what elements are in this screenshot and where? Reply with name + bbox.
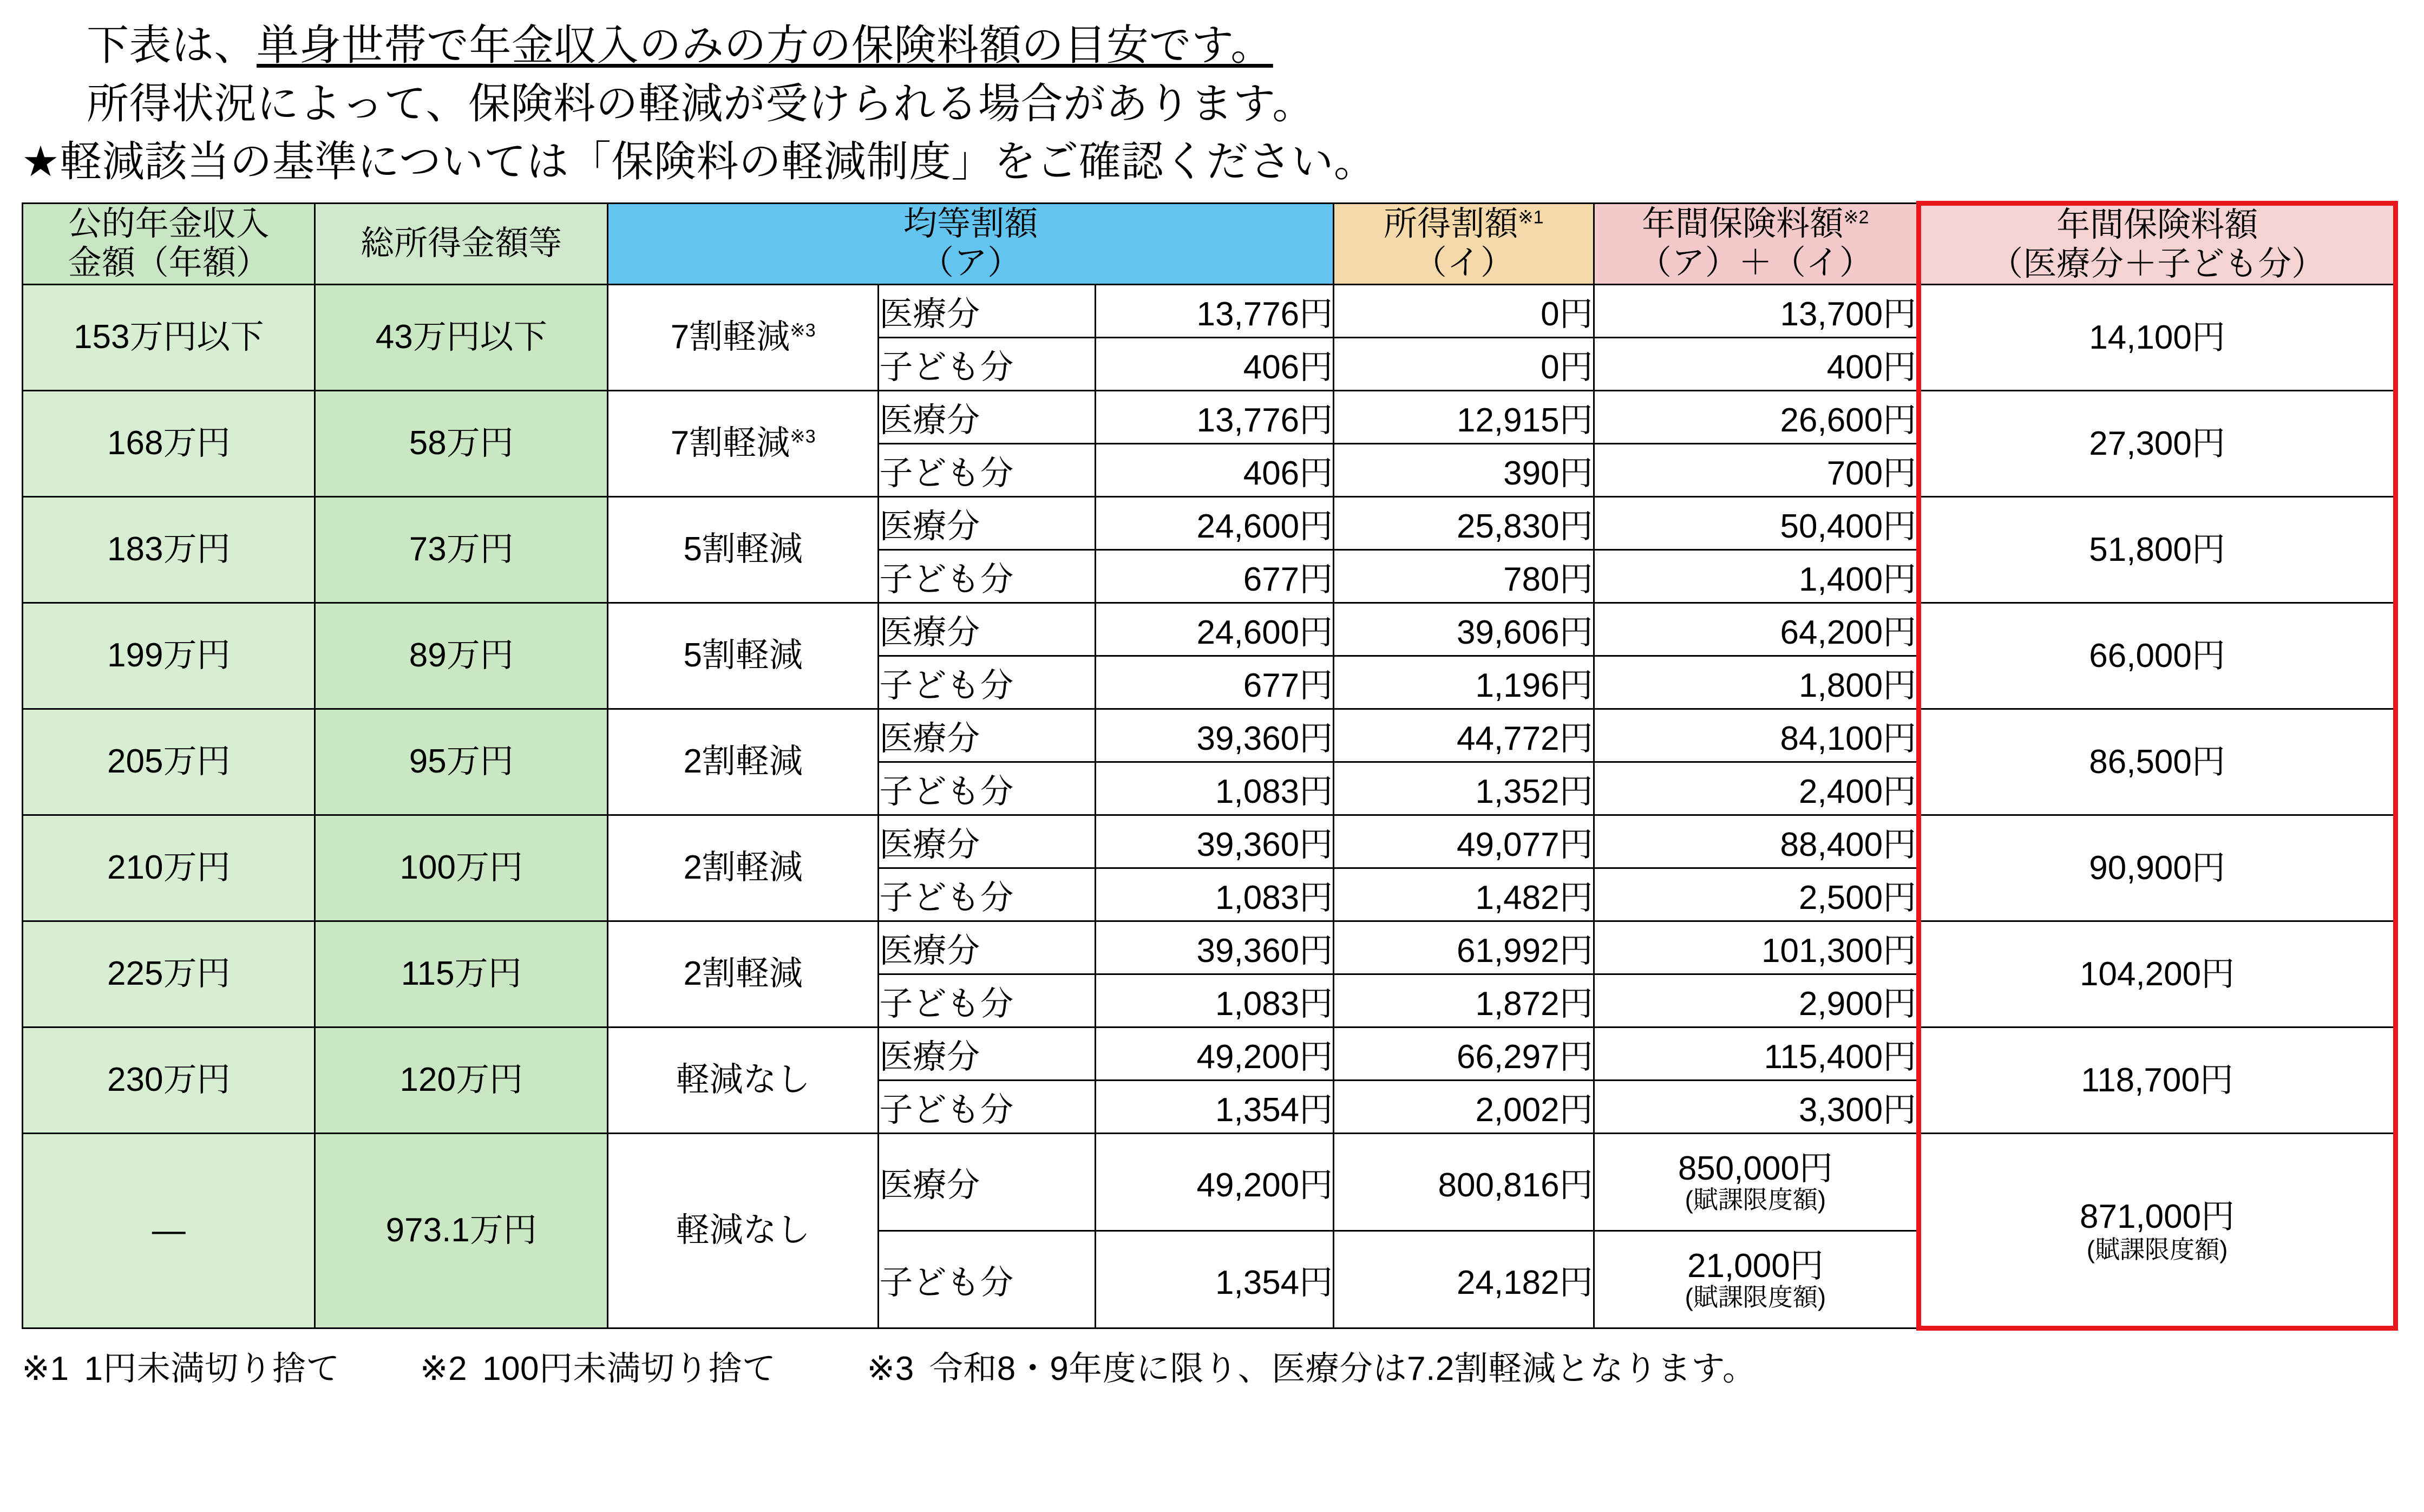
cell-income-limit: 973.1万円 — [315, 1133, 607, 1328]
cell-kind-medical: 医療分 — [879, 709, 1095, 762]
cell-kind-child: 子ども分 — [879, 656, 1095, 709]
cell-shotoku-medical: 0円 — [1334, 284, 1594, 337]
cell-pension: 168万円 — [23, 390, 315, 496]
cell-reduction — [607, 709, 878, 815]
cell-kind-child: 子ども分 — [879, 443, 1095, 496]
cell-reduction — [607, 390, 878, 496]
cell-income: 73万円 — [315, 496, 607, 603]
cell-shotoku-medical: 44,772円 — [1334, 709, 1594, 762]
cell-kind-medical: 医療分 — [879, 496, 1095, 549]
cell-pension: 183万円 — [23, 496, 315, 603]
cell-kind-medical: 医療分 — [879, 815, 1095, 868]
cell-shotoku-child-limit: 24,182円 — [1334, 1230, 1594, 1328]
footnote-3 — [867, 1341, 1756, 1390]
cell-kind-child: 子ども分 — [879, 974, 1095, 1027]
header-total-annual-line1: 年間保険料額 — [2056, 206, 2258, 244]
cell-kintou-child: 1,083円 — [1095, 974, 1333, 1027]
header-pension-income-line2: 金額（年額） — [68, 244, 270, 282]
cell-kintou-medical-limit: 49,200円 — [1095, 1133, 1333, 1230]
cell-kintou-medical: 24,600円 — [1095, 496, 1333, 549]
cell-annual-medical: 50,400円 — [1594, 496, 1919, 549]
cell-reduction-footnote-mark: ※3 — [790, 320, 816, 341]
cell-shotoku-medical-limit: 800,816円 — [1334, 1133, 1594, 1230]
cell-total: 66,000円 — [1919, 603, 2396, 709]
cell-shotoku-child: 1,872円 — [1334, 974, 1594, 1027]
table-body — [23, 284, 2396, 1328]
cell-income: 89万円 — [315, 603, 607, 709]
cell-reduction-limit: 軽減なし — [607, 1133, 878, 1328]
cell-annual-child-limit-value: 21,000円 — [1687, 1247, 1824, 1285]
footnote-3-label: ※3 — [867, 1350, 914, 1387]
cell-annual-medical-limit-value: 850,000円 — [1678, 1150, 1833, 1188]
cell-kind-child: 子ども分 — [879, 1080, 1095, 1133]
cell-total-limit — [1919, 1133, 2396, 1328]
insurance-rate-table — [22, 201, 2398, 1331]
table-row — [23, 709, 2396, 762]
cell-shotoku-medical: 39,606円 — [1334, 603, 1594, 656]
footnote-2-label: ※2 — [420, 1350, 468, 1387]
cell-shotoku-medical: 61,992円 — [1334, 921, 1594, 974]
cell-kind-medical: 医療分 — [879, 284, 1095, 337]
header-shotoku-line1: 所得割額 — [1384, 205, 1518, 243]
footnote-3-text: 令和8・9年度に限り、医療分は7.2割軽減となります。 — [929, 1350, 1757, 1387]
cell-kind-medical: 医療分 — [879, 390, 1095, 443]
cell-annual-child: 2,400円 — [1594, 762, 1919, 815]
cell-total: 118,700円 — [1919, 1027, 2396, 1133]
cell-shotoku-child: 0円 — [1334, 337, 1594, 390]
table-row — [23, 284, 2396, 337]
cell-annual-medical-limit-note: (賦課限度額) — [1685, 1185, 1826, 1214]
cell-reduction-label: 2割軽減 — [683, 743, 803, 781]
cell-shotoku-child: 390円 — [1334, 443, 1594, 496]
cell-total: 27,300円 — [1919, 390, 2396, 496]
cell-kintou-medical: 13,776円 — [1095, 390, 1333, 443]
intro-line-1 — [22, 16, 2402, 75]
cell-shotoku-child: 1,352円 — [1334, 762, 1594, 815]
footnote-1-text: 1円未満切り捨て — [84, 1350, 340, 1387]
cell-reduction — [607, 815, 878, 921]
header-kintou-line1: 均等割額 — [903, 205, 1038, 243]
cell-reduction — [607, 1027, 878, 1133]
cell-total: 51,800円 — [1919, 496, 2396, 603]
intro-line-3: ★軽減該当の基準については「保険料の軽減制度」をご確認ください。 — [22, 138, 1377, 186]
header-shotoku-line2: （イ） — [1413, 244, 1514, 282]
cell-kind-medical: 医療分 — [879, 921, 1095, 974]
footnote-2 — [420, 1341, 776, 1390]
cell-shotoku-medical: 12,915円 — [1334, 390, 1594, 443]
cell-pension: 153万円以下 — [23, 284, 315, 390]
cell-annual-medical: 84,100円 — [1594, 709, 1919, 762]
cell-total: 90,900円 — [1919, 815, 2396, 921]
cell-kintou-child: 1,354円 — [1095, 1080, 1333, 1133]
cell-kintou-medical: 49,200円 — [1095, 1027, 1333, 1080]
cell-kintou-medical: 24,600円 — [1095, 603, 1333, 656]
header-annual-line1: 年間保険料額 — [1642, 205, 1844, 243]
cell-kind-medical: 医療分 — [879, 1027, 1095, 1080]
footnote-1 — [22, 1341, 340, 1390]
cell-shotoku-child: 780円 — [1334, 549, 1594, 603]
cell-pension: 210万円 — [23, 815, 315, 921]
cell-annual-medical: 115,400円 — [1594, 1027, 1919, 1080]
cell-kintou-medical: 13,776円 — [1095, 284, 1333, 337]
header-total-annual-line2: （医療分＋子ども分） — [1989, 245, 2325, 283]
cell-annual-medical-limit — [1594, 1133, 1919, 1230]
cell-income: 115万円 — [315, 921, 607, 1027]
cell-shotoku-child: 1,196円 — [1334, 656, 1594, 709]
cell-reduction — [607, 603, 878, 709]
table-row — [23, 496, 2396, 549]
intro-line-1-underlined: 単身世帯で年金収入のみの方の保険料額の目安です。 — [257, 21, 1273, 69]
cell-kind-medical: 医療分 — [879, 1133, 1095, 1230]
cell-pension-limit: — — [23, 1133, 315, 1328]
cell-shotoku-child: 2,002円 — [1334, 1080, 1594, 1133]
header-annual-line2: （ア）＋（イ） — [1637, 244, 1873, 282]
cell-annual-child-limit — [1594, 1230, 1919, 1328]
cell-reduction-label: 2割軽減 — [683, 955, 803, 993]
footnote-1-label: ※1 — [22, 1350, 69, 1387]
footnotes — [22, 1341, 2402, 1390]
cell-kintou-child: 406円 — [1095, 443, 1333, 496]
intro-text — [22, 16, 2402, 191]
cell-total: 14,100円 — [1919, 284, 2396, 390]
table-row — [23, 1027, 2396, 1080]
table-row — [23, 815, 2396, 868]
cell-kind-child: 子ども分 — [879, 762, 1095, 815]
cell-annual-medical: 13,700円 — [1594, 284, 1919, 337]
header-kintou — [607, 203, 1333, 284]
header-total-annual — [1919, 203, 2396, 284]
cell-income: 100万円 — [315, 815, 607, 921]
header-pension-income-line1: 公的年金収入 — [68, 205, 270, 243]
cell-kintou-medical: 39,360円 — [1095, 815, 1333, 868]
cell-income: 58万円 — [315, 390, 607, 496]
cell-reduction-label: 2割軽減 — [683, 849, 803, 887]
cell-kintou-child: 677円 — [1095, 549, 1333, 603]
cell-reduction-label: 7割軽減 — [670, 318, 790, 356]
cell-income: 43万円以下 — [315, 284, 607, 390]
cell-annual-medical: 64,200円 — [1594, 603, 1919, 656]
cell-shotoku-medical: 66,297円 — [1334, 1027, 1594, 1080]
cell-kind-child: 子ども分 — [879, 1230, 1095, 1328]
cell-reduction-label: 5割軽減 — [683, 531, 803, 568]
cell-kind-child: 子ども分 — [879, 868, 1095, 921]
cell-shotoku-medical: 49,077円 — [1334, 815, 1594, 868]
header-pension-income — [23, 203, 315, 284]
cell-kintou-child: 677円 — [1095, 656, 1333, 709]
table-row — [23, 921, 2396, 974]
cell-kintou-medical: 39,360円 — [1095, 709, 1333, 762]
cell-pension: 225万円 — [23, 921, 315, 1027]
cell-kintou-child: 1,083円 — [1095, 868, 1333, 921]
cell-annual-child-limit-note: (賦課限度額) — [1685, 1282, 1826, 1311]
cell-annual-child: 400円 — [1594, 337, 1919, 390]
cell-income: 120万円 — [315, 1027, 607, 1133]
cell-reduction-label: 5割軽減 — [683, 637, 803, 675]
cell-shotoku-medical: 25,830円 — [1334, 496, 1594, 549]
cell-kintou-child-limit: 1,354円 — [1095, 1230, 1333, 1328]
footnote-2-text: 100円未満切り捨て — [482, 1350, 776, 1387]
cell-annual-child: 2,900円 — [1594, 974, 1919, 1027]
header-kintou-line2: （ア） — [920, 244, 1021, 282]
intro-line-1-prefix: 下表は、 — [87, 21, 257, 69]
cell-reduction — [607, 496, 878, 603]
table-header-row — [23, 203, 2396, 284]
table-row — [23, 390, 2396, 443]
cell-reduction-footnote-mark: ※3 — [790, 426, 816, 447]
cell-kintou-child: 1,083円 — [1095, 762, 1333, 815]
cell-reduction-label: 軽減なし — [676, 1061, 810, 1099]
header-shotoku-footnote-mark: ※1 — [1518, 207, 1544, 228]
cell-kind-medical: 医療分 — [879, 603, 1095, 656]
cell-annual-medical: 88,400円 — [1594, 815, 1919, 868]
cell-annual-medical: 101,300円 — [1594, 921, 1919, 974]
cell-annual-child: 1,800円 — [1594, 656, 1919, 709]
cell-pension: 230万円 — [23, 1027, 315, 1133]
cell-pension: 205万円 — [23, 709, 315, 815]
cell-annual-child: 2,500円 — [1594, 868, 1919, 921]
cell-annual-child: 3,300円 — [1594, 1080, 1919, 1133]
cell-kintou-child: 406円 — [1095, 337, 1333, 390]
cell-total-limit-value: 871,000円 — [2080, 1197, 2235, 1235]
header-shotoku — [1334, 203, 1594, 284]
cell-annual-medical: 26,600円 — [1594, 390, 1919, 443]
cell-total-limit-note: (賦課限度額) — [2086, 1235, 2228, 1264]
cell-shotoku-child: 1,482円 — [1334, 868, 1594, 921]
cell-total: 86,500円 — [1919, 709, 2396, 815]
header-annual-footnote-mark: ※2 — [1843, 207, 1869, 228]
header-total-income: 総所得金額等 — [315, 203, 607, 284]
cell-kind-child: 子ども分 — [879, 337, 1095, 390]
cell-kintou-medical: 39,360円 — [1095, 921, 1333, 974]
cell-reduction — [607, 284, 878, 390]
table-row-limit — [23, 1133, 2396, 1230]
cell-kind-child: 子ども分 — [879, 549, 1095, 603]
cell-annual-child: 700円 — [1594, 443, 1919, 496]
cell-reduction-label: 7割軽減 — [670, 424, 790, 462]
cell-reduction — [607, 921, 878, 1027]
cell-total: 104,200円 — [1919, 921, 2396, 1027]
cell-pension: 199万円 — [23, 603, 315, 709]
intro-line-2: 所得状況によって、保険料の軽減が受けられる場合があります。 — [87, 79, 1315, 127]
table-row — [23, 603, 2396, 656]
cell-income: 95万円 — [315, 709, 607, 815]
header-annual — [1594, 203, 1919, 284]
cell-annual-child: 1,400円 — [1594, 549, 1919, 603]
